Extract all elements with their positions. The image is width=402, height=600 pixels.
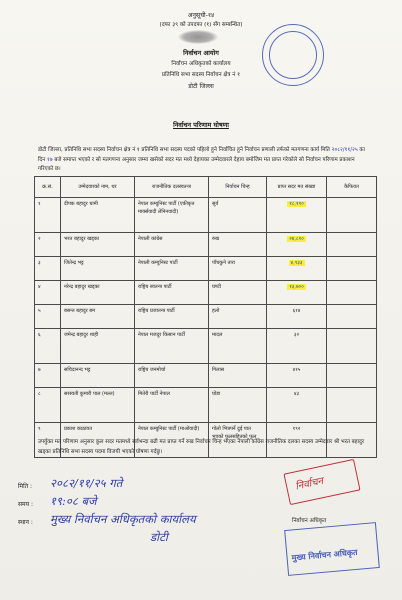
table-row <box>35 388 377 423</box>
table-row <box>35 198 377 233</box>
cell-party: नेपाल कम्युनिस्ट पार्टी (माओवादी) <box>135 423 209 458</box>
table-row <box>35 257 377 281</box>
handwritten-date: २०८२/११/२५ <box>331 147 358 153</box>
col-serial: क्र.सं. <box>35 177 61 198</box>
table-row <box>35 364 377 388</box>
office-name: निर्वाचन अधिकृतको कार्यालय <box>171 61 231 67</box>
votes-highlight: १८,११० <box>289 201 304 207</box>
cell-serial: ४ <box>35 281 61 305</box>
cell-remarks <box>327 257 377 281</box>
col-candidate: उम्मेदवारको नाम, थर <box>61 177 135 198</box>
rule-reference: (दफा ३९ को उपदफा (१) सँग सम्बन्धित) <box>159 22 243 28</box>
chief-officer-stamp <box>284 522 380 576</box>
cell-candidate: नरेन्द्र बहादुर खड्का <box>61 281 135 305</box>
signature-mark: निर्वाचन <box>294 475 325 493</box>
cell-candidate: प्रकाश काठायत <box>61 423 135 458</box>
cell-symbol: मादल <box>209 329 267 364</box>
cell-candidate: जितेन्द्र भट्ट <box>61 257 135 281</box>
table-row <box>35 329 377 364</box>
col-symbol: निर्वाचन चिन्ह <box>209 177 267 198</box>
cell-votes <box>267 233 327 257</box>
stamp-text: मुख्य निर्वाचन अधिकृत <box>291 546 358 563</box>
cell-votes: ६१४ <box>267 305 327 329</box>
cell-candidate: बसन्त बहादुर बम <box>61 305 135 329</box>
cell-votes: ४३ <box>267 388 327 423</box>
cell-party: नेपाली कम्युनिस्ट पार्टी <box>135 257 209 281</box>
cell-symbol: गोलो भित्रपर्ने दुई पात भएको फुलसहितको फूल <box>209 423 267 458</box>
cell-candidate: सरस्वती कुमारी पाल (मल्ल) <box>61 388 135 423</box>
cell-serial: १ <box>35 198 61 233</box>
votes-highlight: २४,८१० <box>289 236 304 242</box>
conclusion-paragraph: उपर्युक्त मत परिणाम अनुसार कुल सदर मतमध्ये सर्वभन्दा बढी मत प्राप्त गर्ने रुख निर्वाचन चिन्ह भएका नेपाली काँग्रेस राजनीतिक दलका सदस्य उम्मेदवार श्री भरत बहादुर खड्का प्रतिनिधि सभा सदस्य पदमा विजयी भएको घोषणा गर्दछु। <box>38 439 365 455</box>
cell-remarks <box>327 305 377 329</box>
cell-votes: ४१५ <box>267 364 327 388</box>
table-row <box>35 305 377 329</box>
cell-remarks <box>327 329 377 364</box>
cell-symbol: घण्टी <box>209 281 267 305</box>
handwritten-footer-place: मुख्य निर्वाचन अधिकृतको कार्यालय <box>50 512 196 526</box>
intro-text-2: का दिन <box>38 147 365 163</box>
cell-symbol: गिलास <box>209 364 267 388</box>
commission-name: निर्वाचन आयोग <box>183 49 219 57</box>
cell-symbol: हलो <box>209 305 267 329</box>
cell-party: नेपाली कांग्रेस <box>135 233 209 257</box>
district: डोटी जिल्ला <box>188 83 214 90</box>
cell-symbol: सूर्य <box>209 198 267 233</box>
cell-serial: ८ <box>35 388 61 423</box>
results-table <box>34 176 377 458</box>
cell-party: नेपाल कम्युनिस्ट पार्टी (एकीकृत मार्क्सवादी लेनिनवादी) <box>135 198 209 233</box>
col-votes: प्राप्त सदर मत संख्या <box>267 177 327 198</box>
cell-votes: १९२ <box>267 423 327 458</box>
handwritten-footer-date: २०८२/११/२५ गते <box>50 476 123 490</box>
cell-candidate: भरत बहादुर खड्का <box>61 233 135 257</box>
handwritten-footer-place-2: डोटी <box>150 530 168 544</box>
place-label: स्थान : <box>18 519 33 526</box>
table-header-row <box>35 177 377 198</box>
cell-party: राष्ट्रिय स्वतन्त्र पार्टी <box>135 281 209 305</box>
cell-candidate: दीपक बहादुर धामी <box>61 198 135 233</box>
cell-serial: ६ <box>35 329 61 364</box>
cell-votes: ३२ <box>267 329 327 364</box>
handwritten-time: १७ <box>46 156 53 163</box>
cell-votes <box>267 257 327 281</box>
intro-text-3: बजे समाप्त भएको र सो मतगणना अनुसार जम्मा खसेको सदर मत मध्ये देहायका उम्मेदवारले देहाय बमोजिम मत प्राप्त गरेकोले सो निर्वाचन परिणाम प्रकाशन गरिएको छ। <box>38 156 355 173</box>
cell-remarks <box>327 198 377 233</box>
cell-serial: ५ <box>35 305 61 329</box>
cell-votes <box>267 281 327 305</box>
cell-party: नेपाल मजदुर किसान पार्टी <box>135 329 209 364</box>
cell-votes <box>267 198 327 233</box>
cell-symbol: पाँचकुने तारा <box>209 257 267 281</box>
annex-number: अनुसूची-१४ <box>187 12 215 19</box>
col-remarks: कैफियत <box>327 177 377 198</box>
cell-remarks <box>327 281 377 305</box>
table-row <box>35 233 377 257</box>
cell-party: मितेरी पार्टी नेपाल <box>135 388 209 423</box>
intro-paragraph <box>38 146 368 175</box>
constituency: प्रतिनिधि सभा सदस्य निर्वाचन क्षेत्र नं १ <box>161 72 241 78</box>
intro-text-1: डोटी जिल्ला, प्रतिनिधि सभा सदस्य निर्वाचन क्षेत्र नं १ प्रतिनिधि सभा सदस्य पदको पहिलो हुने निर्वाचित हुने निर्वाचन प्रणाली तर्फको मतगणना कार्य मिति <box>38 147 330 153</box>
votes-highlight: ४,९३३ <box>290 260 303 266</box>
national-emblem <box>178 30 218 44</box>
document-title: निर्वाचन परिणाम घोषणा <box>173 121 229 129</box>
date-label: मिति : <box>18 483 33 490</box>
cell-serial: ९ <box>35 423 61 458</box>
col-party: राजनीतिक दलस्वतन्त्र <box>135 177 209 198</box>
cell-symbol: रुख <box>209 233 267 257</box>
cell-serial: ३ <box>35 257 61 281</box>
cell-remarks <box>327 233 377 257</box>
cell-candidate: जमेन्द्र बहादुर शाही <box>61 329 135 364</box>
cell-remarks <box>327 364 377 388</box>
cell-remarks <box>327 388 377 423</box>
officer-signature <box>283 459 360 505</box>
cell-party: राष्ट्रिय जनमोर्चा <box>135 364 209 388</box>
officer-title: निर्वाचन अधिकृत <box>292 518 327 524</box>
votes-highlight: १३,७०० <box>289 284 304 290</box>
cell-symbol: घोडा <box>209 388 267 423</box>
cell-serial: २ <box>35 233 61 257</box>
cell-candidate: सचिदानन्द भट्ट <box>61 364 135 388</box>
table-row <box>35 281 377 305</box>
cell-party: राष्ट्रिय प्रजातन्त्र पार्टी <box>135 305 209 329</box>
time-label: समय : <box>18 501 34 508</box>
handwritten-footer-time: १९:०८ बजे <box>50 494 97 508</box>
cell-serial: ७ <box>35 364 61 388</box>
